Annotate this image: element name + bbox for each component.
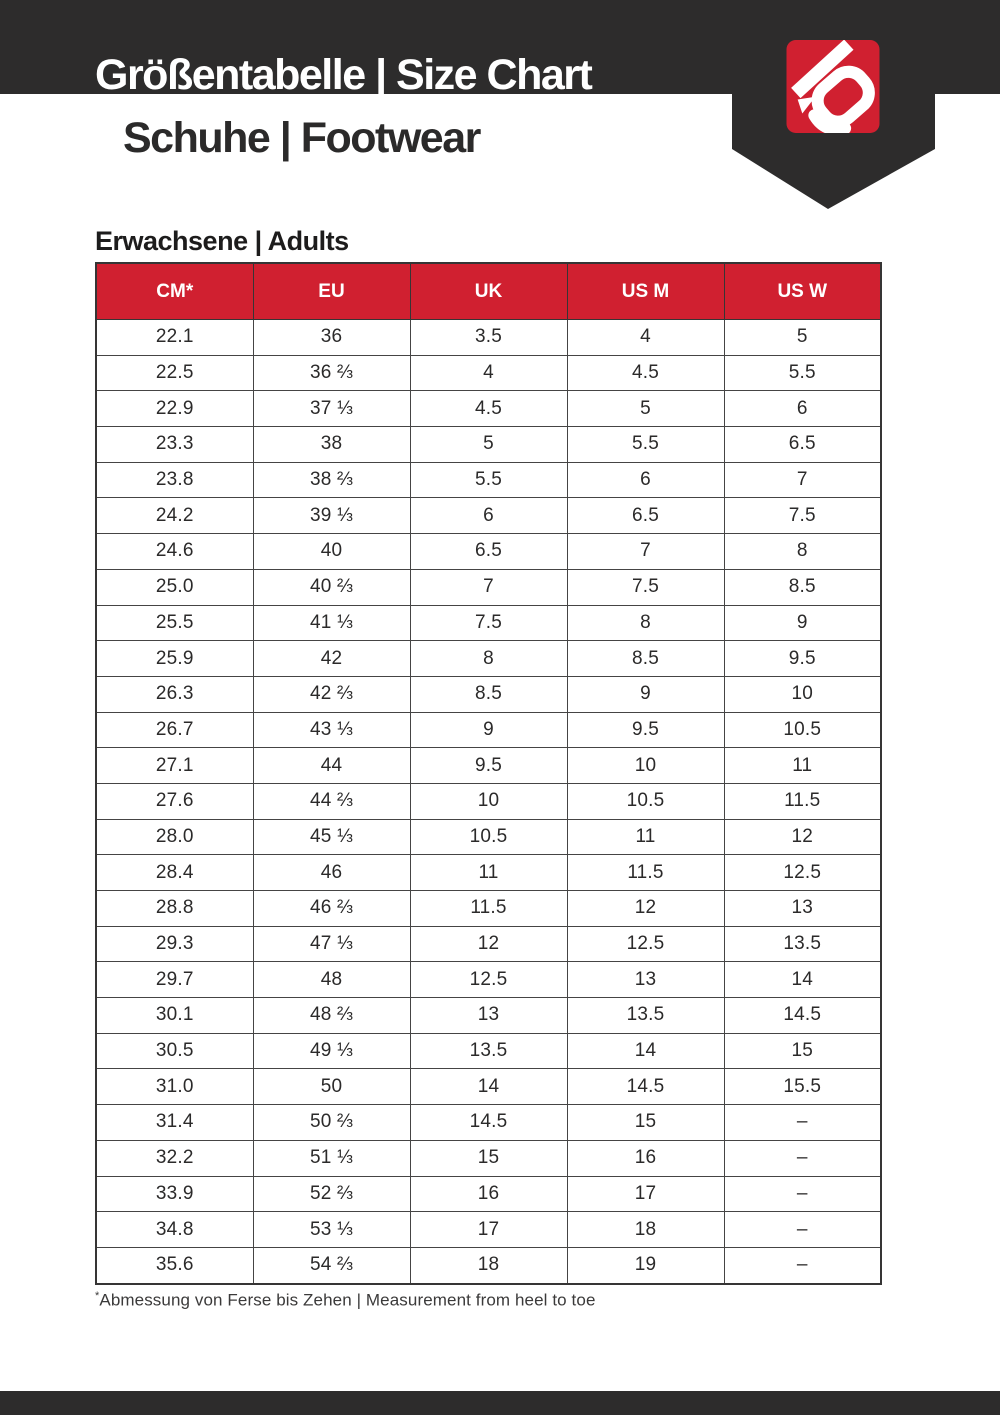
cell-us-w: – — [724, 1247, 881, 1283]
cell-eu: 36 ⅔ — [253, 355, 410, 391]
cell-us-w: 14 — [724, 962, 881, 998]
cell-us-m: 15 — [567, 1105, 724, 1141]
cell-us-m: 4.5 — [567, 355, 724, 391]
cell-uk: 6.5 — [410, 534, 567, 570]
cell-cm: 23.8 — [96, 462, 253, 498]
cell-uk: 7 — [410, 569, 567, 605]
cell-cm: 24.2 — [96, 498, 253, 534]
table-row — [96, 783, 881, 819]
table-row — [96, 676, 881, 712]
cell-us-w: 13.5 — [724, 926, 881, 962]
cell-cm: 22.5 — [96, 355, 253, 391]
cell-uk: 13 — [410, 998, 567, 1034]
cell-us-w: 8 — [724, 534, 881, 570]
cell-uk: 11 — [410, 855, 567, 891]
table-row — [96, 1212, 881, 1248]
cell-cm: 28.4 — [96, 855, 253, 891]
cell-uk: 16 — [410, 1176, 567, 1212]
cell-us-w: 5.5 — [724, 355, 881, 391]
cell-uk: 12 — [410, 926, 567, 962]
table-row — [96, 391, 881, 427]
cell-us-m: 7.5 — [567, 569, 724, 605]
cell-cm: 33.9 — [96, 1176, 253, 1212]
table-row — [96, 712, 881, 748]
cell-us-w: 9.5 — [724, 641, 881, 677]
cell-uk: 10 — [410, 783, 567, 819]
cell-us-m: 18 — [567, 1212, 724, 1248]
table-row — [96, 427, 881, 463]
cell-us-m: 13.5 — [567, 998, 724, 1034]
cell-cm: 28.0 — [96, 819, 253, 855]
cell-uk: 14.5 — [410, 1105, 567, 1141]
cell-eu: 40 — [253, 534, 410, 570]
cell-us-m: 10.5 — [567, 783, 724, 819]
cell-cm: 25.9 — [96, 641, 253, 677]
cell-us-m: 12.5 — [567, 926, 724, 962]
cell-cm: 27.1 — [96, 748, 253, 784]
cell-us-m: 8 — [567, 605, 724, 641]
cell-us-m: 17 — [567, 1176, 724, 1212]
cell-uk: 13.5 — [410, 1033, 567, 1069]
cell-cm: 34.8 — [96, 1212, 253, 1248]
cell-cm: 29.3 — [96, 926, 253, 962]
cell-us-m: 6 — [567, 462, 724, 498]
page-subtitle: Schuhe | Footwear — [123, 114, 480, 162]
cell-eu: 50 — [253, 1069, 410, 1105]
section-heading-adults: Erwachsene | Adults — [95, 226, 349, 256]
cell-us-w: 15.5 — [724, 1069, 881, 1105]
five-ten-logo-icon — [786, 40, 880, 133]
cell-eu: 44 — [253, 748, 410, 784]
table-row — [96, 1069, 881, 1105]
cell-eu: 39 ⅓ — [253, 498, 410, 534]
column-header-uk: UK — [410, 263, 567, 320]
cell-eu: 42 ⅔ — [253, 676, 410, 712]
cell-cm: 32.2 — [96, 1140, 253, 1176]
cell-uk: 9 — [410, 712, 567, 748]
cell-uk: 17 — [410, 1212, 567, 1248]
table-row — [96, 605, 881, 641]
cell-cm: 25.5 — [96, 605, 253, 641]
page-title: Größentabelle | Size Chart — [95, 51, 592, 99]
cell-cm: 25.0 — [96, 569, 253, 605]
cell-uk: 7.5 — [410, 605, 567, 641]
cell-us-w: – — [724, 1176, 881, 1212]
cell-us-w: 11.5 — [724, 783, 881, 819]
cell-uk: 6 — [410, 498, 567, 534]
cell-eu: 40 ⅔ — [253, 569, 410, 605]
cell-us-w: 15 — [724, 1033, 881, 1069]
table-row — [96, 320, 881, 356]
cell-us-w: – — [724, 1105, 881, 1141]
cell-eu: 38 — [253, 427, 410, 463]
table-row — [96, 534, 881, 570]
cell-us-m: 12 — [567, 891, 724, 927]
table-row — [96, 1033, 881, 1069]
cell-us-w: 12.5 — [724, 855, 881, 891]
table-row — [96, 355, 881, 391]
table-row — [96, 1105, 881, 1141]
cell-cm: 31.4 — [96, 1105, 253, 1141]
cell-cm: 29.7 — [96, 962, 253, 998]
cell-uk: 14 — [410, 1069, 567, 1105]
column-header-eu: EU — [253, 263, 410, 320]
size-table-header-row — [96, 263, 881, 320]
table-row — [96, 926, 881, 962]
cell-us-m: 14.5 — [567, 1069, 724, 1105]
cell-cm: 31.0 — [96, 1069, 253, 1105]
cell-us-w: 5 — [724, 320, 881, 356]
cell-us-w: 10 — [724, 676, 881, 712]
cell-us-w: 7 — [724, 462, 881, 498]
footnote-text: Abmessung von Ferse bis Zehen | Measurement from heel to toe — [99, 1290, 596, 1310]
cell-cm: 22.9 — [96, 391, 253, 427]
cell-eu: 49 ⅓ — [253, 1033, 410, 1069]
cell-eu: 47 ⅓ — [253, 926, 410, 962]
table-row — [96, 569, 881, 605]
cell-eu: 37 ⅓ — [253, 391, 410, 427]
cell-uk: 15 — [410, 1140, 567, 1176]
cell-uk: 11.5 — [410, 891, 567, 927]
cell-cm: 26.3 — [96, 676, 253, 712]
cell-us-m: 9.5 — [567, 712, 724, 748]
cell-uk: 10.5 — [410, 819, 567, 855]
cell-cm: 35.6 — [96, 1247, 253, 1283]
cell-uk: 18 — [410, 1247, 567, 1283]
cell-eu: 42 — [253, 641, 410, 677]
table-row — [96, 855, 881, 891]
cell-us-m: 7 — [567, 534, 724, 570]
cell-uk: 4 — [410, 355, 567, 391]
cell-uk: 4.5 — [410, 391, 567, 427]
cell-us-m: 10 — [567, 748, 724, 784]
table-row — [96, 891, 881, 927]
cell-us-m: 9 — [567, 676, 724, 712]
cell-us-m: 6.5 — [567, 498, 724, 534]
cell-us-w: 7.5 — [724, 498, 881, 534]
cell-cm: 28.8 — [96, 891, 253, 927]
cell-us-m: 19 — [567, 1247, 724, 1283]
cell-uk: 8 — [410, 641, 567, 677]
column-header-usw: US W — [724, 263, 881, 320]
cell-us-w: – — [724, 1140, 881, 1176]
cell-eu: 54 ⅔ — [253, 1247, 410, 1283]
cell-us-w: 12 — [724, 819, 881, 855]
cell-eu: 46 ⅔ — [253, 891, 410, 927]
table-row — [96, 641, 881, 677]
cell-us-w: 9 — [724, 605, 881, 641]
cell-eu: 36 — [253, 320, 410, 356]
bottom-footer-bar — [0, 1391, 1000, 1415]
cell-eu: 44 ⅔ — [253, 783, 410, 819]
footnote-asterisk: * — [95, 1290, 100, 1302]
cell-eu: 45 ⅓ — [253, 819, 410, 855]
cell-cm: 23.3 — [96, 427, 253, 463]
cell-us-w: 6.5 — [724, 427, 881, 463]
cell-eu: 51 ⅓ — [253, 1140, 410, 1176]
table-row — [96, 462, 881, 498]
footnote — [95, 1290, 596, 1311]
table-row — [96, 962, 881, 998]
column-header-cm: CM* — [96, 263, 253, 320]
cell-us-w: – — [724, 1212, 881, 1248]
cell-cm: 26.7 — [96, 712, 253, 748]
cell-eu: 38 ⅔ — [253, 462, 410, 498]
cell-cm: 24.6 — [96, 534, 253, 570]
cell-us-m: 13 — [567, 962, 724, 998]
cell-cm: 30.5 — [96, 1033, 253, 1069]
cell-uk: 5 — [410, 427, 567, 463]
cell-us-m: 8.5 — [567, 641, 724, 677]
table-row — [96, 1247, 881, 1283]
cell-us-m: 5 — [567, 391, 724, 427]
cell-cm: 22.1 — [96, 320, 253, 356]
cell-us-w: 14.5 — [724, 998, 881, 1034]
cell-us-m: 11.5 — [567, 855, 724, 891]
column-header-usm: US M — [567, 263, 724, 320]
cell-us-m: 5.5 — [567, 427, 724, 463]
cell-eu: 53 ⅓ — [253, 1212, 410, 1248]
table-row — [96, 1140, 881, 1176]
cell-eu: 52 ⅔ — [253, 1176, 410, 1212]
cell-us-w: 13 — [724, 891, 881, 927]
size-table — [95, 262, 882, 1285]
cell-eu: 43 ⅓ — [253, 712, 410, 748]
cell-us-w: 8.5 — [724, 569, 881, 605]
cell-eu: 50 ⅔ — [253, 1105, 410, 1141]
cell-us-w: 11 — [724, 748, 881, 784]
cell-us-w: 6 — [724, 391, 881, 427]
cell-eu: 48 — [253, 962, 410, 998]
table-row — [96, 998, 881, 1034]
cell-eu: 48 ⅔ — [253, 998, 410, 1034]
cell-cm: 27.6 — [96, 783, 253, 819]
cell-us-w: 10.5 — [724, 712, 881, 748]
cell-us-m: 16 — [567, 1140, 724, 1176]
cell-eu: 46 — [253, 855, 410, 891]
table-row — [96, 819, 881, 855]
table-row — [96, 1176, 881, 1212]
cell-cm: 30.1 — [96, 998, 253, 1034]
cell-eu: 41 ⅓ — [253, 605, 410, 641]
cell-us-m: 14 — [567, 1033, 724, 1069]
cell-uk: 3.5 — [410, 320, 567, 356]
cell-uk: 12.5 — [410, 962, 567, 998]
cell-uk: 9.5 — [410, 748, 567, 784]
cell-us-m: 11 — [567, 819, 724, 855]
table-row — [96, 748, 881, 784]
cell-uk: 8.5 — [410, 676, 567, 712]
cell-us-m: 4 — [567, 320, 724, 356]
table-row — [96, 498, 881, 534]
cell-uk: 5.5 — [410, 462, 567, 498]
